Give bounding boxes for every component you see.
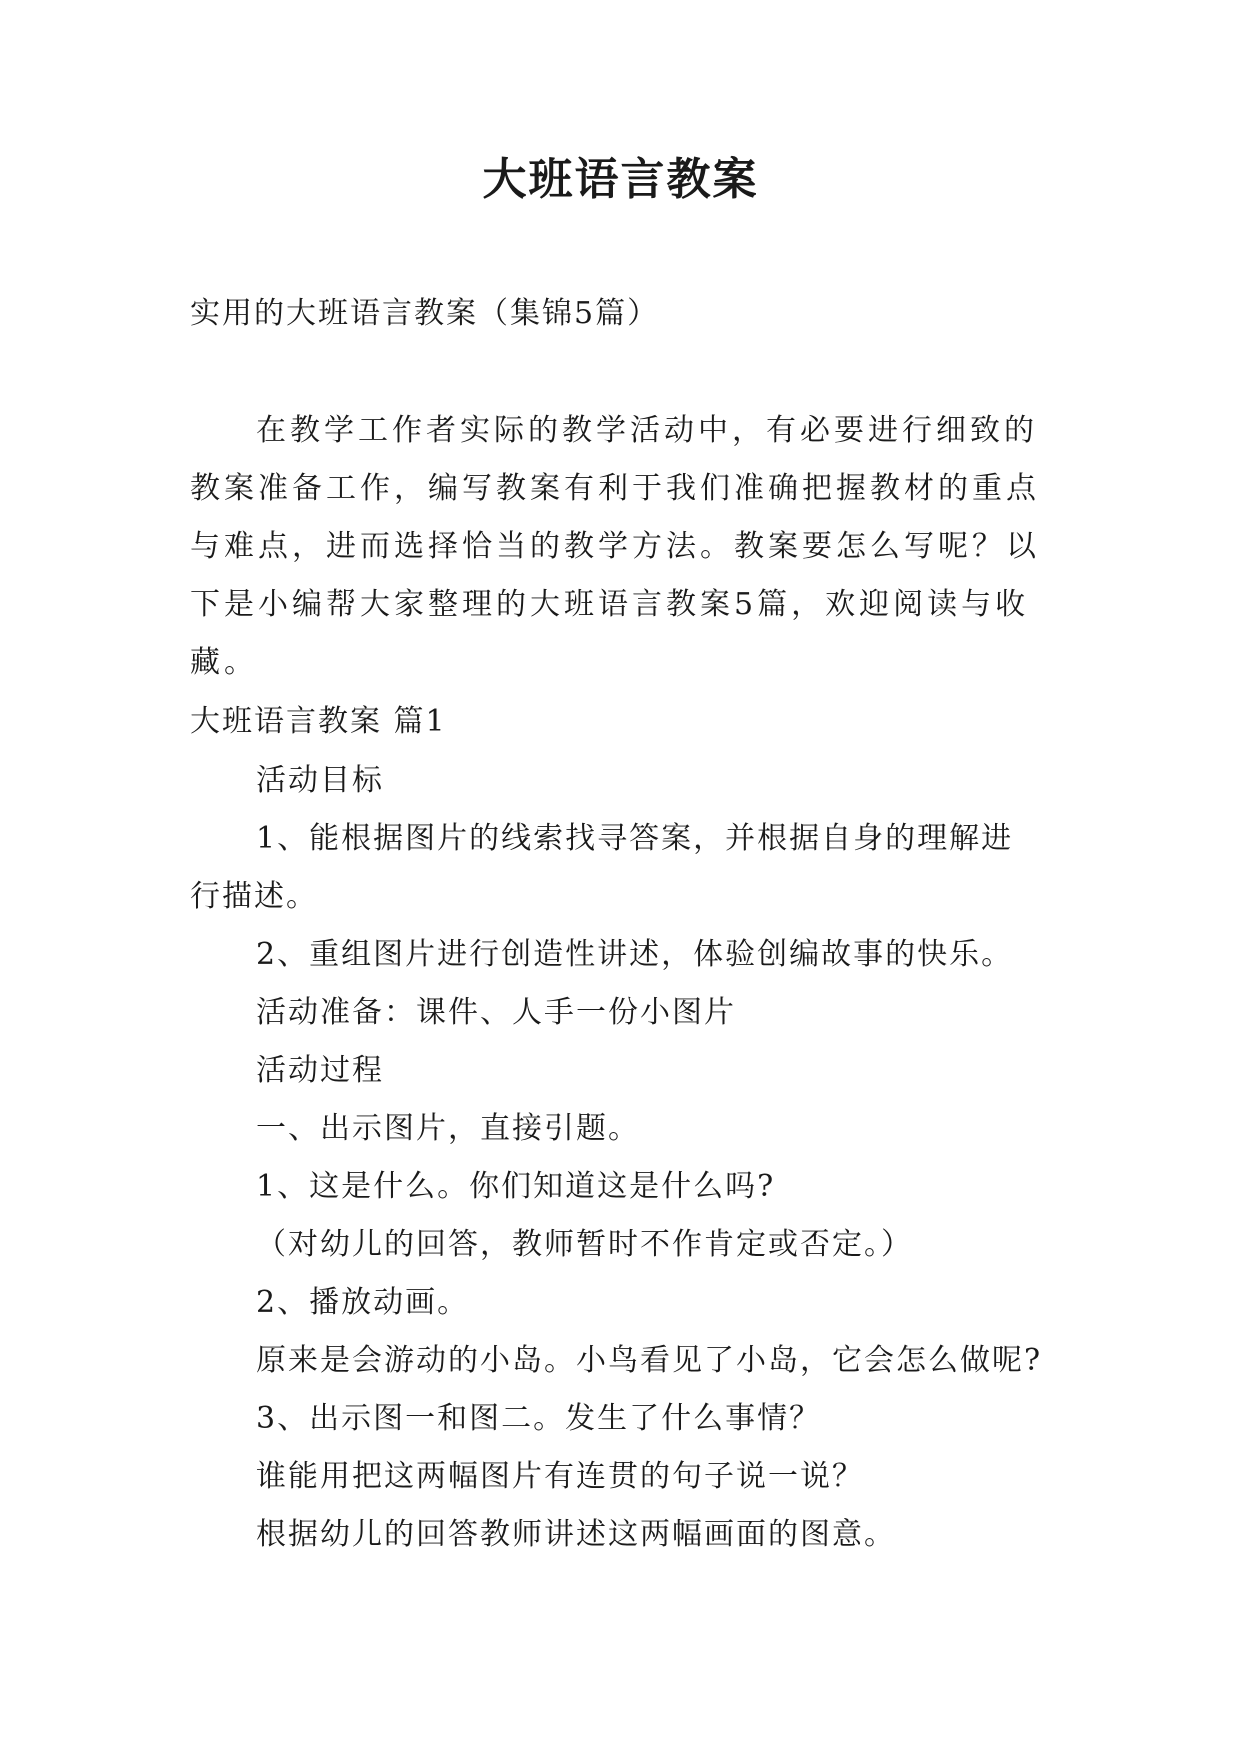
body-line: 谁能用把这两幅图片有连贯的句子说一说？ <box>256 1459 864 1494</box>
body-line: 根据幼儿的回答教师讲述这两幅画面的图意。 <box>256 1517 896 1552</box>
section-heading: 大班语言教案 篇1 <box>190 704 447 739</box>
body-line: 原来是会游动的小岛。小鸟看见了小岛，它会怎么做呢? <box>256 1343 1043 1378</box>
body-line: 3、出示图一和图二。发生了什么事情？ <box>256 1401 822 1436</box>
section-body <box>190 752 1060 1564</box>
intro-paragraph: 在教学工作者实际的教学活动中，有必要进行细致的教案准备工作，编写教案有利于我们准确把握教材的重点与难点，进而选择恰当的教学方法。教案要怎么写呢？以下是小编帮大家整理的大班语言教案5篇，欢迎阅读与收藏。 <box>190 413 1040 680</box>
body-line: 一、出示图片，直接引题。 <box>256 1111 640 1146</box>
body-line: 活动目标 <box>256 763 384 798</box>
document-title: 大班语言教案 <box>482 154 759 205</box>
body-line: 2、播放动画。 <box>256 1285 470 1320</box>
body-line: 1、能根据图片的线索找寻答案，并根据自身的理解进 <box>256 821 1014 856</box>
body-line: 2、重组图片进行创造性讲述，体验创编故事的快乐。 <box>256 937 1014 972</box>
body-line: 行描述。 <box>190 879 318 914</box>
body-line: （对幼儿的回答，教师暂时不作肯定或否定。） <box>256 1227 913 1262</box>
body-line: 1、这是什么。你们知道这是什么吗? <box>256 1169 776 1204</box>
document-subtitle: 实用的大班语言教案（集锦5篇） <box>190 296 660 331</box>
body-line: 活动过程 <box>256 1053 384 1088</box>
body-line: 活动准备：课件、人手一份小图片 <box>256 995 736 1030</box>
